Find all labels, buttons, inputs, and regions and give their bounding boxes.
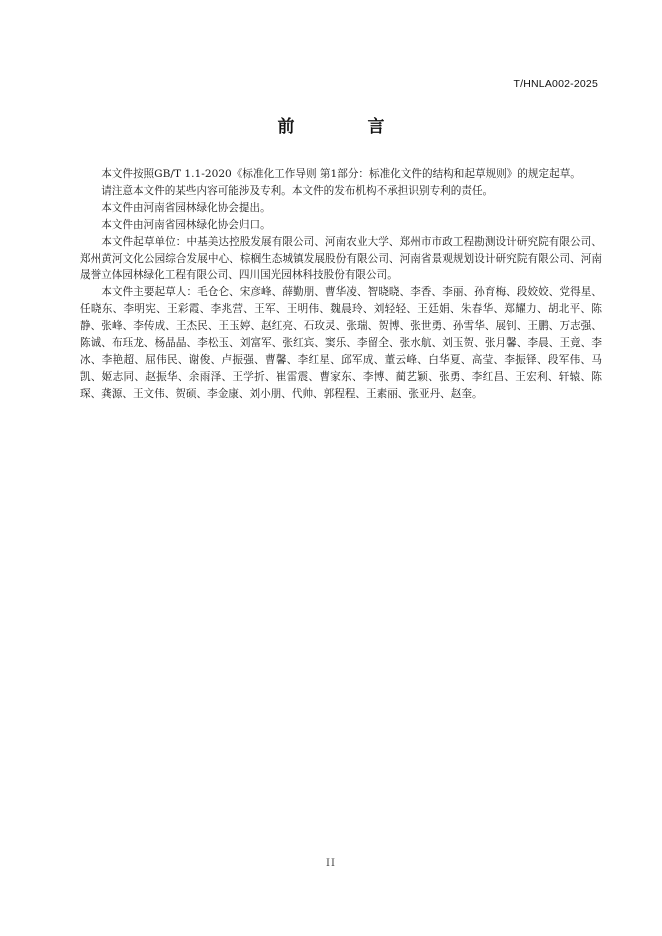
paragraph-patent-notice: 请注意本文件的某些内容可能涉及专利。本文件的发布机构不承担识别专利的责任。 [101,184,494,197]
paragraph-drafting-organizations: 本文件起草单位：中基美达控股发展有限公司、河南农业大学、郑州市市政工程勘测设计研究院有限公司、郑州黄河文化公园综合发展中心、棕榈生态城镇发展股份有限公司、河南省景观规划设计研究院有限公司、河南晟誉立体园林绿化工程有限公司、四川国光园林科技股份有限公司。 [80,235,602,282]
paragraph-proposed-by: 本文件由河南省园林绿化协会提出。 [101,201,271,214]
document-body [80,166,602,403]
paragraph-drafting-basis: 本文件按照GB/T 1.1-2020《标准化工作导则 第1部分：标准化文件的结构和起草规则》的规定起草。 [101,168,581,180]
document-code: T/HNLA002-2025 [513,78,598,90]
page-title: 前 言 [277,117,413,137]
paragraph-administered-by: 本文件由河南省园林绿化协会归口。 [101,218,271,231]
paragraph-principal-drafters: 本文件主要起草人：毛仓仑、宋彦峰、薛勤朋、曹华凌、智晓晓、李香、李丽、孙育梅、段姣姣、党得星、任晓东、李明宪、王彩霞、李兆营、王军、王明伟、魏晨玲、刘轻轻、王廷娟、朱春华、郑耀力、胡北平、陈静、张峰、李传成、王杰民、王玉婷、赵红亮、石玫灵、张瑞、贺博、张世勇、孙雪华、展钊、王鹏、万志强、陈诚、布珏龙、杨晶晶、李松玉、刘富军、张红宾、窦乐、李留全、张水航、刘玉贺、张月馨、李晨、王竟、李冰、李艳超、屈伟民、谢俊、卢振强、曹馨、李红星、邱军成、董云峰、白华夏、高莹、李振铎、段军伟、马凯、姬志同、赵振华、余雨泽、王学折、崔雷震、曹家东、李博、蔺艺颖、张勇、李红昌、王宏利、轩辕、陈琛、龚源、王文伟、贺硕、李金康、刘小朋、代帅、郭程程、王素丽、张亚丹、赵奎。 [80,286,602,400]
page-number: II [326,858,336,869]
